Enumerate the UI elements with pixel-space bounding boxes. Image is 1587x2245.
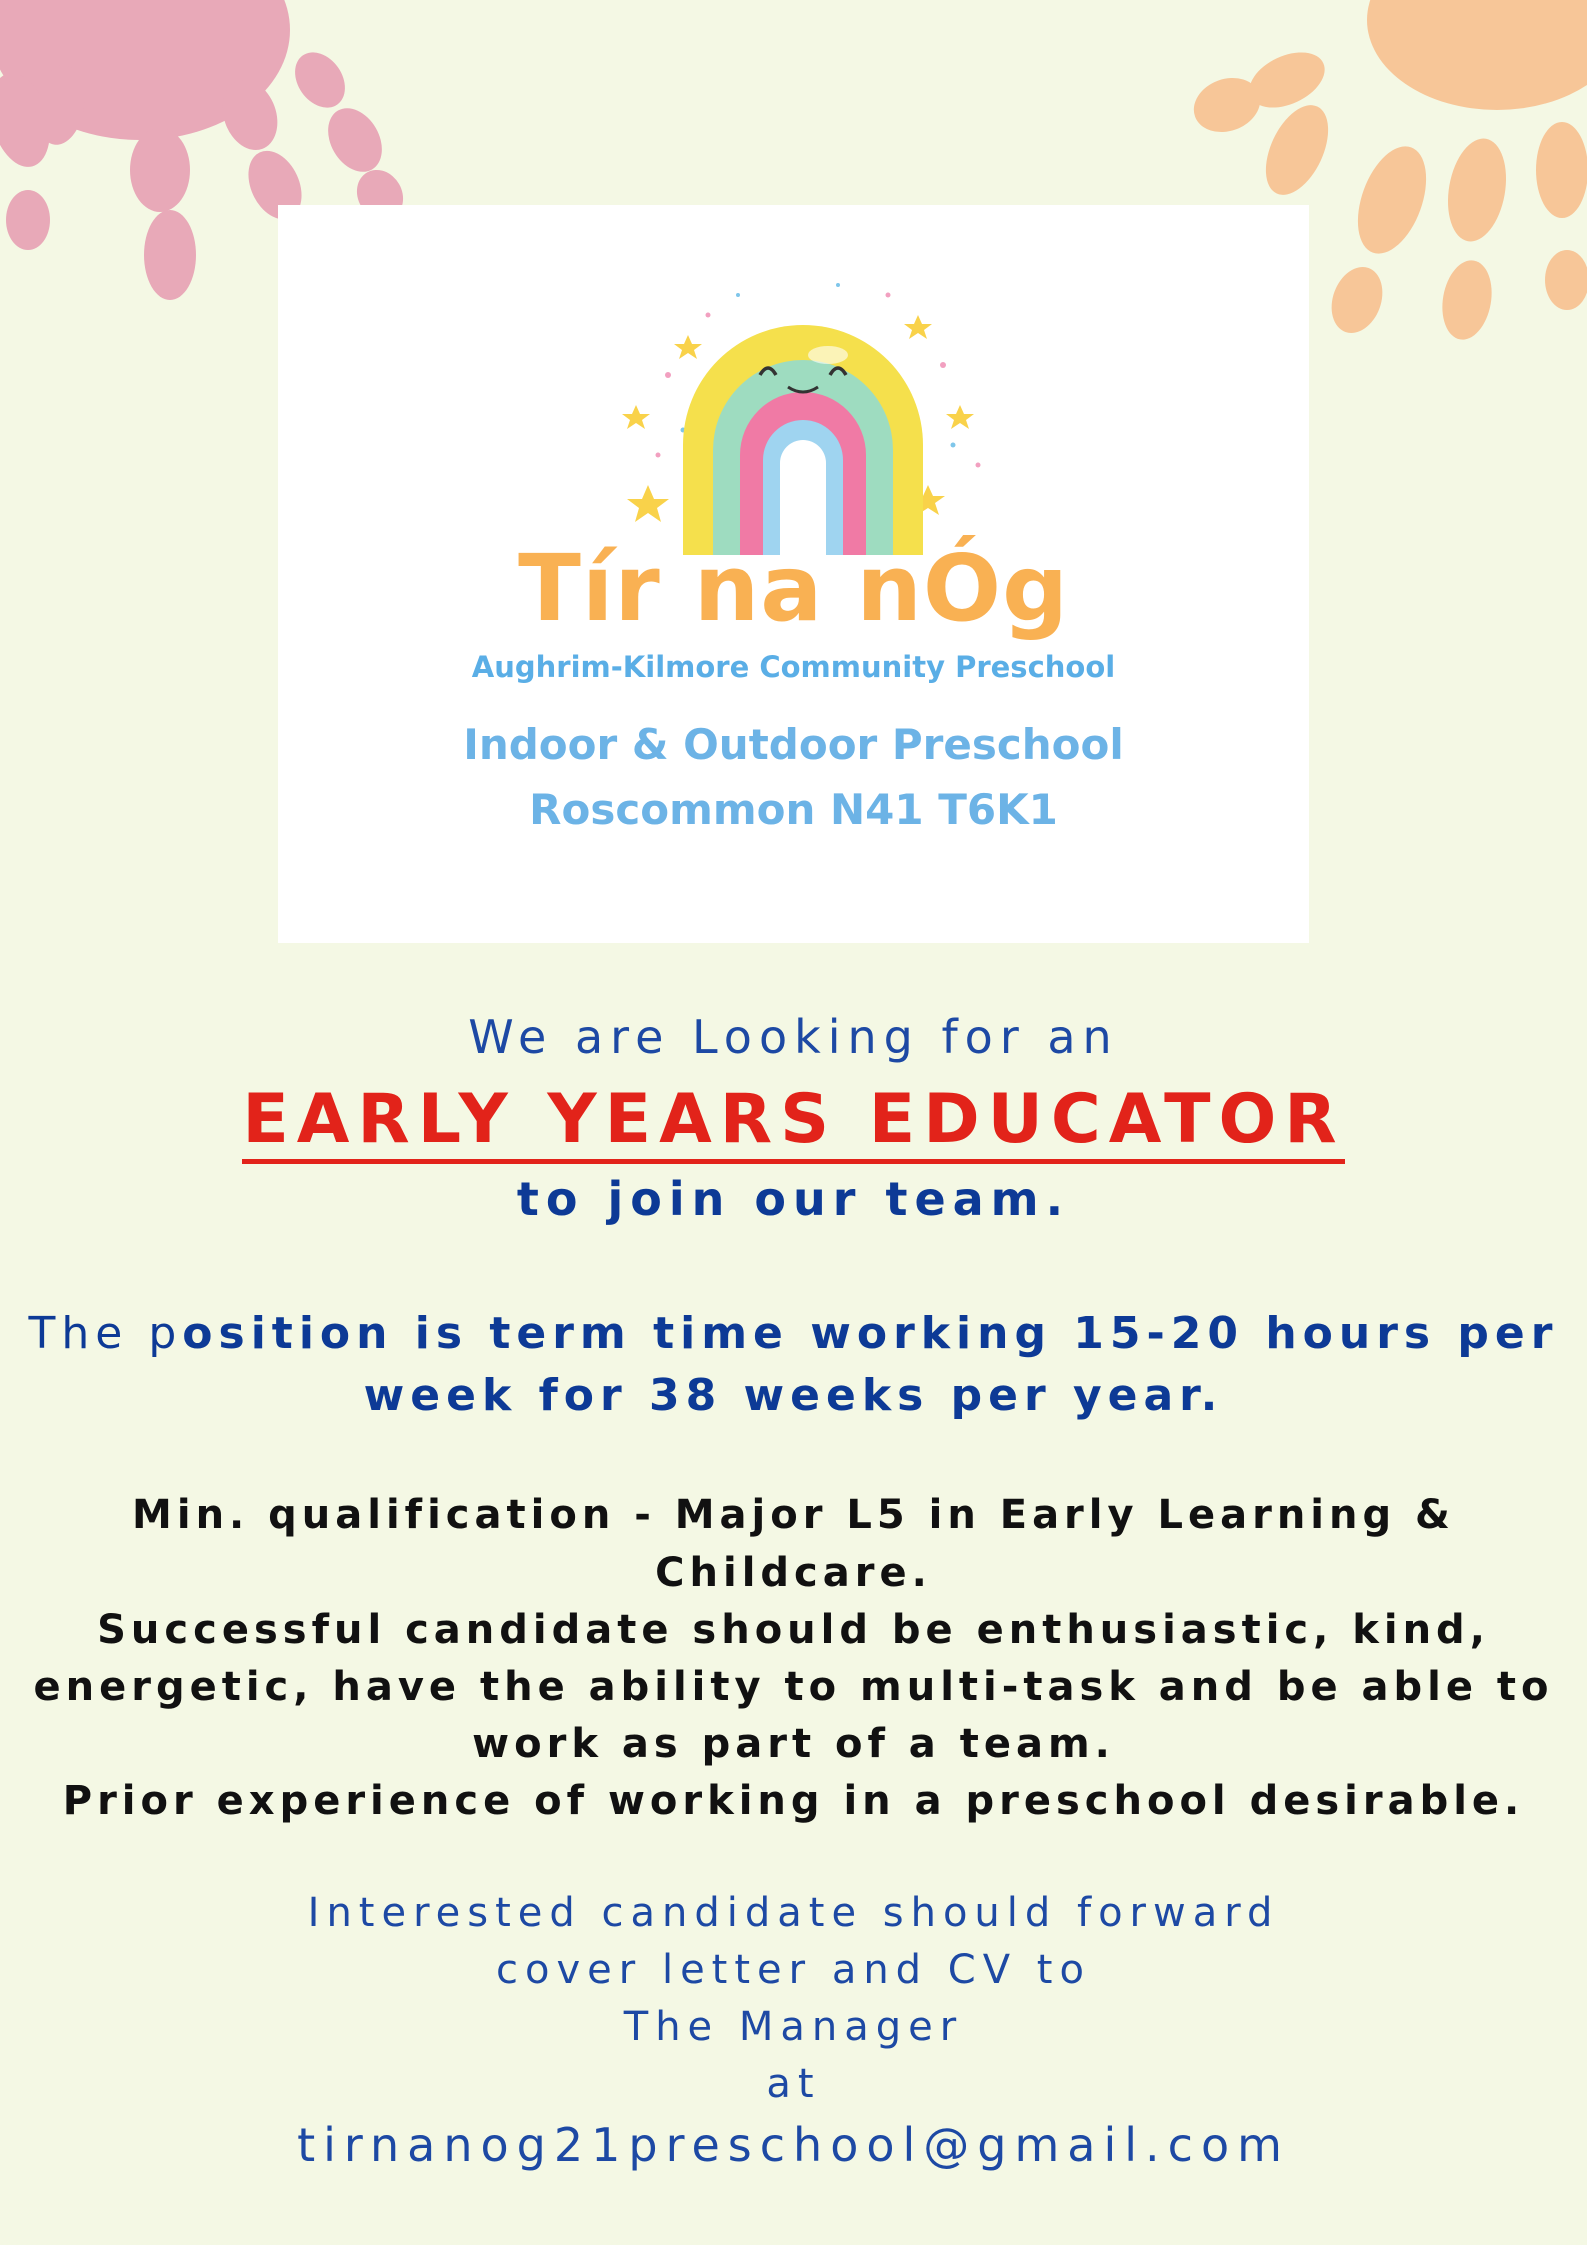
requirement-line: Childcare. — [655, 1550, 932, 1596]
brand-name: Tír na nÓg — [518, 535, 1069, 642]
contact-line: cover letter and CV to — [496, 1947, 1091, 1993]
role-title — [0, 1080, 1587, 1159]
role-title-text: EARLY YEARS EDUCATOR — [242, 1080, 1344, 1164]
requirement-line: work as part of a team. — [472, 1721, 1115, 1767]
rainbow-icon — [588, 255, 1018, 555]
logo-tagline: Indoor & Outdoor Preschool — [463, 720, 1124, 769]
requirement-line: Prior experience of working in a preschool desirable. — [62, 1778, 1525, 1824]
join-text: to join our team. — [516, 1172, 1071, 1226]
contact-line: at — [766, 2061, 821, 2107]
position-prefix: The p — [28, 1308, 183, 1359]
intro-text: We are Looking for an — [468, 1010, 1119, 1064]
brand-subtitle: Aughrim-Kilmore Community Preschool — [471, 650, 1116, 684]
position-line-1-rest: osition is term time working 15-20 hours per — [182, 1308, 1559, 1359]
logo-card — [278, 205, 1309, 943]
requirement-line: energetic, have the ability to multi-task and be able to — [33, 1664, 1554, 1710]
requirement-line: Min. qualification - Major L5 in Early Learning & — [132, 1492, 1455, 1538]
contact-email-link[interactable]: tirnanog21preschool@gmail.com — [297, 2118, 1290, 2172]
requirement-line: Successful candidate should be enthusiastic, kind, — [97, 1607, 1490, 1653]
position-line-1 — [0, 1308, 1587, 1359]
logo-address: Roscommon N41 T6K1 — [529, 785, 1058, 834]
position-line-2: week for 38 weeks per year. — [363, 1370, 1224, 1421]
contact-line: Interested candidate should forward — [307, 1890, 1280, 1936]
contact-line: The Manager — [623, 2004, 964, 2050]
